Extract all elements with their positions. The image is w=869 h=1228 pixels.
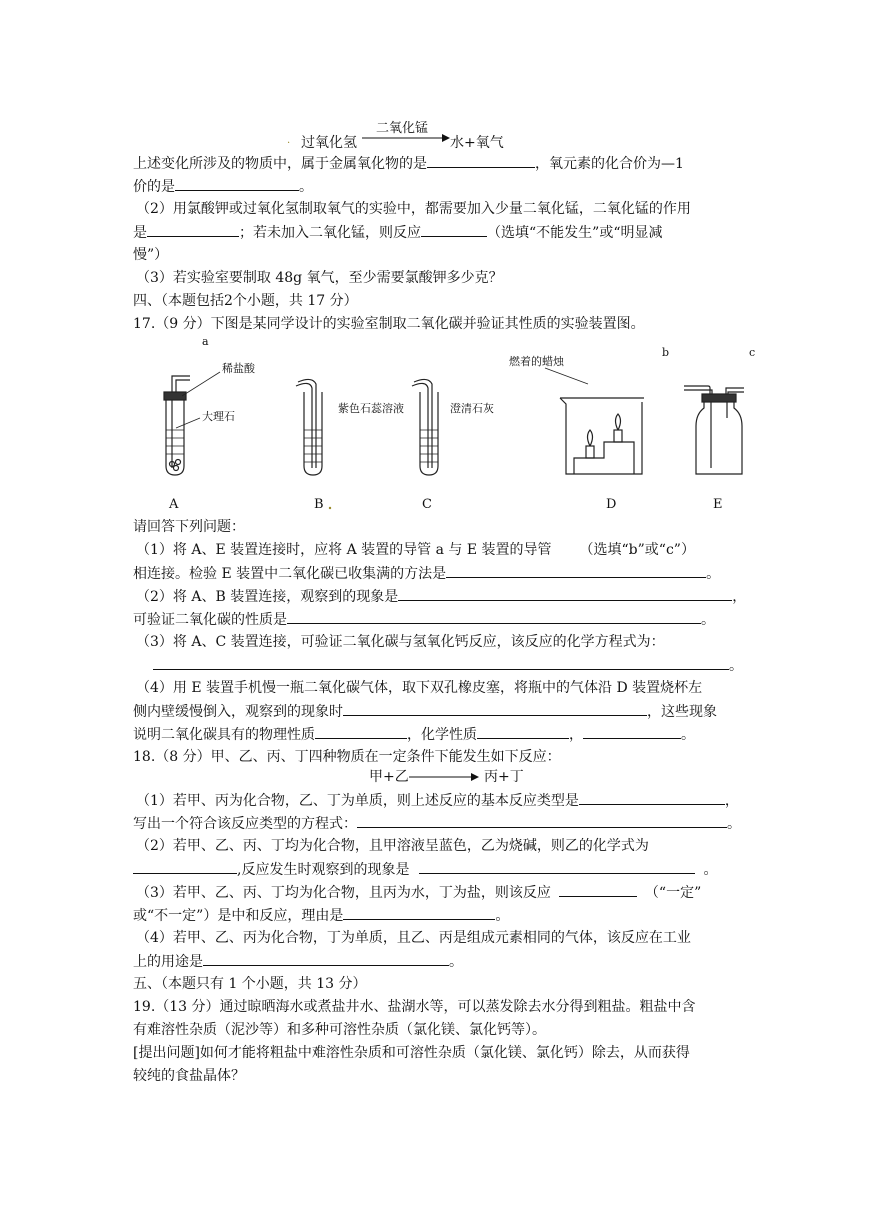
products: 水+氧气 — [450, 135, 504, 151]
text-segment: （3）若实验室要制取 48g 氧气，至少需要氯酸钾多少克？ — [136, 270, 503, 286]
q19-line-2 — [133, 1020, 546, 1040]
text-segment: （4）用 E 装置手机慢一瓶二氧化碳气体，取下双孔橡皮塞，将瓶中的气体沿 D 装置烧杯左 — [136, 680, 703, 696]
answer-blank[interactable] — [559, 882, 637, 897]
apparatus-e — [684, 386, 744, 474]
text-segment: 。 — [681, 727, 695, 743]
text-segment: 。 — [299, 179, 313, 195]
section-4-title — [133, 291, 358, 311]
answer-blank[interactable] — [421, 222, 487, 237]
apparatus-d — [545, 368, 644, 474]
text-segment: 请回答下列问题： — [133, 519, 245, 535]
text-segment: ，氧元素的化合价为—1 — [535, 156, 684, 172]
answer-blank[interactable] — [175, 176, 299, 191]
text-segment: 。 — [703, 862, 718, 878]
text-segment: 17.（9 分）下图是某同学设计的实验室制取二氧化碳并验证其性质的实验装置图。 — [133, 316, 645, 332]
q19-line-4 — [133, 1066, 245, 1086]
text-segment: 。 — [701, 612, 715, 628]
q18-4-line-1 — [136, 928, 691, 948]
q18-1-line-2 — [133, 813, 741, 834]
label-D: D — [606, 497, 617, 512]
reaction-left: 甲+乙 — [369, 769, 409, 785]
text-segment: 上述变化所涉及的物质中，属于金属氧化物的是 — [133, 156, 427, 172]
speck: . — [287, 135, 291, 146]
q16-2-line-3 — [133, 245, 168, 265]
text-segment: （3）将 A、C 装置连接，可验证二氧化碳与氢氧化钙反应，该反应的化学方程式为： — [136, 634, 665, 650]
answer-blank[interactable] — [203, 951, 449, 966]
text-segment: 。 — [449, 954, 463, 970]
answer-blank[interactable] — [287, 609, 701, 624]
apparatus-a — [164, 372, 220, 475]
answer-blank[interactable] — [427, 153, 535, 168]
text-segment: 侧内壁缓慢倒入，观察到的现象时 — [133, 704, 343, 720]
text-segment: （1）将 A、E 装置连接时，应将 A 装置的导管 a 与 E 装置的导管 — [136, 542, 552, 558]
q18-reaction — [369, 767, 559, 787]
label-a: a — [202, 335, 209, 348]
q17-4-line-2 — [133, 701, 717, 722]
answer-blank[interactable] — [583, 724, 681, 739]
reactant: 过氧化氢 — [301, 135, 357, 151]
answer-blank[interactable] — [343, 905, 495, 920]
answer-blank[interactable] — [419, 859, 695, 874]
answer-blank[interactable] — [398, 586, 732, 601]
text-segment: 五、（本题只有 1 个小题，共 13 分） — [133, 976, 367, 992]
q17-2-line-1 — [136, 586, 746, 607]
answer-blank[interactable] — [153, 655, 729, 670]
section-5-title — [133, 974, 367, 994]
text-segment: 。 — [727, 816, 741, 832]
text-segment: 19.（13 分）通过晾晒海水或煮盐井水、盐湖水等，可以蒸发除去水分得到粗盐。粗盐中含 — [133, 999, 696, 1015]
q16-2-line-1 — [136, 199, 691, 219]
text-segment: （2）若甲、乙、丙、丁均为化合物，且甲溶液呈蓝色，乙为烧碱，则乙的化学式为 — [136, 838, 649, 854]
q16-line-2 — [133, 176, 313, 197]
text-segment: （2）用氯酸钾或过氧化氢制取氧气的实验中，都需要加入少量二氧化锰，二氧化锰的作用 — [136, 201, 691, 217]
reaction-right: 丙+丁 — [484, 769, 524, 785]
text-segment: 或“不一定”）是中和反应，理由是 — [133, 908, 344, 924]
q17-3-line-1 — [136, 632, 665, 652]
text-segment: 。 — [495, 908, 510, 924]
apparatus-b — [296, 379, 322, 475]
speck — [329, 507, 331, 509]
apparatus-c — [412, 379, 438, 475]
text-segment: ，这些现象 — [647, 704, 717, 720]
answer-blank[interactable] — [133, 859, 237, 874]
text-segment: （4）若甲、乙、丙为化合物，丁为单质，且乙、丙是组成元素相同的气体，该反应在工业 — [136, 930, 691, 946]
text-segment: ， — [724, 793, 739, 809]
answer-blank[interactable] — [357, 813, 727, 828]
q17-prompt — [133, 517, 245, 537]
text-segment: ,反应发生时观察到的现象是 — [237, 862, 410, 878]
label-candle: 燃着的蜡烛 — [509, 355, 564, 368]
q18-arrow — [409, 771, 479, 783]
q18-stem — [133, 747, 561, 767]
text-segment: 价的是 — [133, 179, 175, 195]
text-segment: 有难溶性杂质（泥沙等）和多种可溶性杂质（氯化镁、氯化钙等）。 — [133, 1022, 546, 1038]
q18-3-line-1 — [136, 882, 701, 903]
label-b: b — [662, 346, 670, 359]
reaction-arrow — [362, 132, 450, 144]
answer-blank[interactable] — [147, 222, 239, 237]
text-segment: （3）若甲、乙、丙、丁均为化合物，且丙为水，丁为盐，则该反应 — [136, 885, 551, 901]
text-segment: ，化学性质 — [407, 727, 477, 743]
label-acid: 稀盐酸 — [222, 362, 255, 375]
text-segment: （1）若甲、丙为化合物，乙、丁为单质，则上述反应的基本反应类型是 — [136, 793, 579, 809]
answer-blank[interactable] — [446, 563, 706, 578]
q17-3-line-2 — [153, 655, 743, 676]
answer-blank[interactable] — [343, 701, 647, 716]
text-segment: （选填“不能发生”或“明显减 — [487, 225, 663, 241]
text-segment: （2）将 A、B 装置连接，观察到的现象是 — [136, 589, 399, 605]
label-A: A — [169, 497, 179, 512]
text-segment: [提出问题]如何才能将粗盐中难溶性杂质和可溶性杂质（氯化镁、氯化钙）除去，从而获得 — [133, 1045, 690, 1061]
q18-1-line-1 — [136, 790, 739, 811]
q17-4-line-1 — [136, 678, 702, 698]
label-c: c — [749, 346, 756, 359]
label-litmus: 紫色石蕊溶液 — [338, 402, 404, 415]
reaction-line — [287, 115, 520, 155]
q17-2-line-2 — [133, 609, 715, 630]
text-segment: 是 — [133, 225, 147, 241]
q18-4-line-2 — [133, 951, 463, 972]
text-segment: 。 — [729, 658, 743, 674]
q17-1-line-2 — [133, 563, 720, 584]
label-marble: 大理石 — [202, 410, 235, 423]
apparatus-figure — [0, 330, 869, 520]
text-segment: 18.（8 分）甲、乙、丙、丁四种物质在一定条件下能发生如下反应： — [133, 749, 561, 765]
label-B: B — [314, 497, 324, 512]
q18-2-line-2 — [133, 859, 717, 880]
label-C: C — [422, 497, 432, 512]
text-segment: 可验证二氧化碳的性质是 — [133, 612, 287, 628]
q17-4-line-3 — [133, 724, 695, 745]
text-segment: ， — [732, 589, 747, 605]
text-segment: （选填“b”或“c”） — [579, 542, 695, 558]
answer-blank[interactable] — [579, 790, 725, 805]
answer-blank[interactable] — [315, 724, 407, 739]
text-segment: 较纯的食盐晶体？ — [133, 1068, 245, 1084]
q18-3-line-2 — [133, 905, 509, 926]
q16-line-1 — [133, 153, 684, 174]
q16-3 — [136, 268, 503, 288]
q19-line-3 — [133, 1043, 690, 1063]
label-limewater: 澄清石灰 — [450, 402, 494, 415]
q19-line-1 — [133, 997, 696, 1017]
catalyst: 二氧化锰 — [376, 121, 429, 136]
text-segment: 。 — [706, 566, 721, 582]
text-segment: ；若未加入二氧化锰，则反应 — [239, 225, 421, 241]
q18-2-line-1 — [136, 836, 649, 856]
q17-1-line-1 — [136, 540, 695, 560]
text-segment: 四、（本题包括2个小题，共 17 分） — [133, 293, 358, 309]
label-E: E — [713, 497, 723, 512]
text-segment: 上的用途是 — [133, 954, 203, 970]
text-segment: （“一定” — [644, 885, 702, 901]
text-segment: 写出一个符合该反应类型的方程式： — [133, 816, 357, 832]
answer-blank[interactable] — [477, 724, 569, 739]
text-segment: 慢”） — [133, 247, 169, 263]
text-segment: 说明二氧化碳具有的物理性质 — [133, 727, 315, 743]
text-segment: 相连接。检验 E 装置中二氧化碳已收集满的方法是 — [133, 566, 447, 582]
q16-2-line-2 — [133, 222, 662, 243]
text-segment: ， — [569, 727, 583, 743]
